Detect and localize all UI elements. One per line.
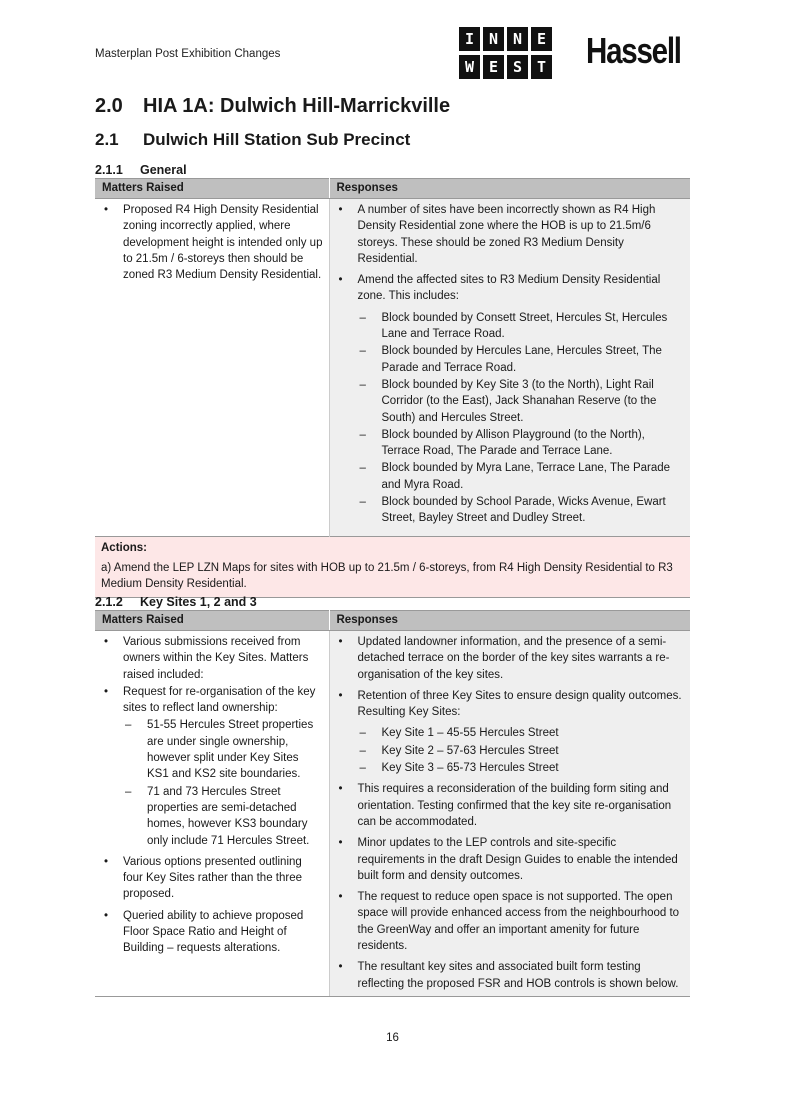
list-item bbox=[101, 684, 323, 849]
list-item: • Updated landowner information, and the presence of a semi-detached terrace on the border of the key sites warrants a re-organisation of the key sites. bbox=[336, 634, 685, 683]
sub-list-item: – Block bounded by Key Site 3 (to the North), Light Rail Corridor (to the East), Jack Shanahan Reserve (to the South) and Hercules Street. bbox=[358, 377, 685, 426]
logo-letter: N bbox=[483, 27, 504, 51]
logo-letter: N bbox=[507, 27, 528, 51]
inner-west-logo bbox=[459, 27, 557, 81]
keysites-heading bbox=[95, 595, 257, 609]
subsection-number: 2.1 bbox=[95, 130, 119, 149]
logo-letter: I bbox=[459, 27, 480, 51]
responses-header: Responses bbox=[329, 179, 690, 199]
actions-title: Actions: bbox=[101, 541, 147, 554]
page-number: 16 bbox=[386, 1032, 399, 1044]
responses-header: Responses bbox=[329, 611, 690, 631]
sub-list-item: – Block bounded by Allison Playground (to the North), Terrace Road, The Parade and Terrace Lane. bbox=[358, 427, 685, 460]
list-item bbox=[336, 272, 685, 526]
list-item: • The resultant key sites and associated built form testing reflecting the proposed FSR and HOB controls is shown below. bbox=[336, 959, 685, 992]
document-title: Masterplan Post Exhibition Changes bbox=[95, 48, 281, 60]
list-item: • Proposed R4 High Density Residential zoning incorrectly applied, where development height is intended only up to 21.5m / 6-storeys then should be zoned R3 Medium Density Residential. bbox=[101, 202, 323, 283]
sub-list-item: – Block bounded by School Parade, Wicks Avenue, Ewart Street, Bayley Street and Dudley Street. bbox=[358, 494, 685, 527]
subsection-heading bbox=[95, 130, 410, 150]
list-item: • This requires a reconsideration of the building form siting and orientation. Testing confirmed that the key site re-organisation can be accommodated. bbox=[336, 781, 685, 830]
logo-letter: T bbox=[531, 55, 552, 79]
logo-letter: S bbox=[507, 55, 528, 79]
list-item: • Various submissions received from owners within the Key Sites. Matters raised included: bbox=[101, 634, 323, 683]
logo-letter: W bbox=[459, 55, 480, 79]
logo-letter: E bbox=[483, 55, 504, 79]
matters-header: Matters Raised bbox=[95, 611, 329, 631]
list-item: • Minor updates to the LEP controls and site-specific requirements in the draft Design Guides to enable the intended built form and density outcomes. bbox=[336, 835, 685, 884]
general-title: General bbox=[140, 163, 187, 177]
sub-list-item: – Key Site 2 – 57-63 Hercules Street bbox=[358, 743, 685, 759]
responses-cell bbox=[329, 199, 690, 537]
section-number: 2.0 bbox=[95, 95, 123, 117]
general-number: 2.1.1 bbox=[95, 163, 123, 177]
section-heading bbox=[95, 95, 450, 118]
table-row bbox=[95, 199, 690, 537]
list-item: • Various options presented outlining four Key Sites rather than the three proposed. bbox=[101, 854, 323, 903]
general-table bbox=[95, 178, 690, 598]
list-item: • The request to reduce open space is not supported. The open space will provide enhanced access from the neighbourhood to the GreenWay and offer an important amenity for future residents. bbox=[336, 889, 685, 954]
list-item-text: Request for re-organisation of the key sites to reflect land ownership: bbox=[123, 685, 316, 715]
actions-row bbox=[95, 536, 690, 597]
table-header-row bbox=[95, 611, 690, 631]
sub-list-item: – Block bounded by Consett Street, Hercules St, Hercules Lane and Terrace Road. bbox=[358, 310, 685, 343]
sub-list-item: – 71 and 73 Hercules Street properties are semi-detached homes, however KS3 boundary only include 71 Hercules Street. bbox=[123, 784, 323, 849]
sub-list-item: – Key Site 3 – 65-73 Hercules Street bbox=[358, 760, 685, 776]
actions-text: a) Amend the LEP LZN Maps for sites with HOB up to 21.5m / 6-storeys, from R4 High Density Residential to R3 Medium Density Residential. bbox=[101, 561, 673, 591]
matters-cell bbox=[95, 631, 329, 997]
responses-cell bbox=[329, 631, 690, 997]
list-item-text: Amend the affected sites to R3 Medium Density Residential zone. This includes: bbox=[357, 274, 661, 303]
actions-cell bbox=[95, 536, 690, 597]
list-item: • Queried ability to achieve proposed Floor Space Ratio and Height of Building – requests alterations. bbox=[101, 908, 323, 957]
matters-header: Matters Raised bbox=[95, 179, 329, 199]
list-item: • A number of sites have been incorrectly shown as R4 High Density Residential zone where the HOB is up to 21.5m/6 storeys. These should be zoned R3 Medium Density Residential. bbox=[336, 202, 685, 267]
hassell-logo: Hassell bbox=[586, 30, 681, 71]
general-heading bbox=[95, 163, 187, 177]
logo-letter: E bbox=[531, 27, 552, 51]
list-item bbox=[336, 688, 685, 776]
table-header-row bbox=[95, 179, 690, 199]
keysites-number: 2.1.2 bbox=[95, 595, 123, 609]
section-title: HIA 1A: Dulwich Hill-Marrickville bbox=[143, 95, 451, 117]
sub-list-item: – 51-55 Hercules Street properties are under single ownership, however split under Key Sites KS1 and KS2 site boundaries. bbox=[123, 717, 323, 782]
sub-list-item: – Block bounded by Myra Lane, Terrace Lane, The Parade and Myra Road. bbox=[358, 460, 685, 493]
list-item-text: Retention of three Key Sites to ensure design quality outcomes. Resulting Key Sites: bbox=[357, 689, 682, 719]
table-row bbox=[95, 631, 690, 997]
subsection-title: Dulwich Hill Station Sub Precinct bbox=[143, 130, 411, 149]
keysites-title: Key Sites 1, 2 and 3 bbox=[140, 595, 257, 609]
sub-list-item: – Key Site 1 – 45-55 Hercules Street bbox=[358, 725, 685, 741]
sub-list-item: – Block bounded by Hercules Lane, Hercules Street, The Parade and Terrace Road. bbox=[358, 343, 685, 376]
matters-cell bbox=[95, 199, 329, 537]
keysites-table bbox=[95, 610, 690, 997]
